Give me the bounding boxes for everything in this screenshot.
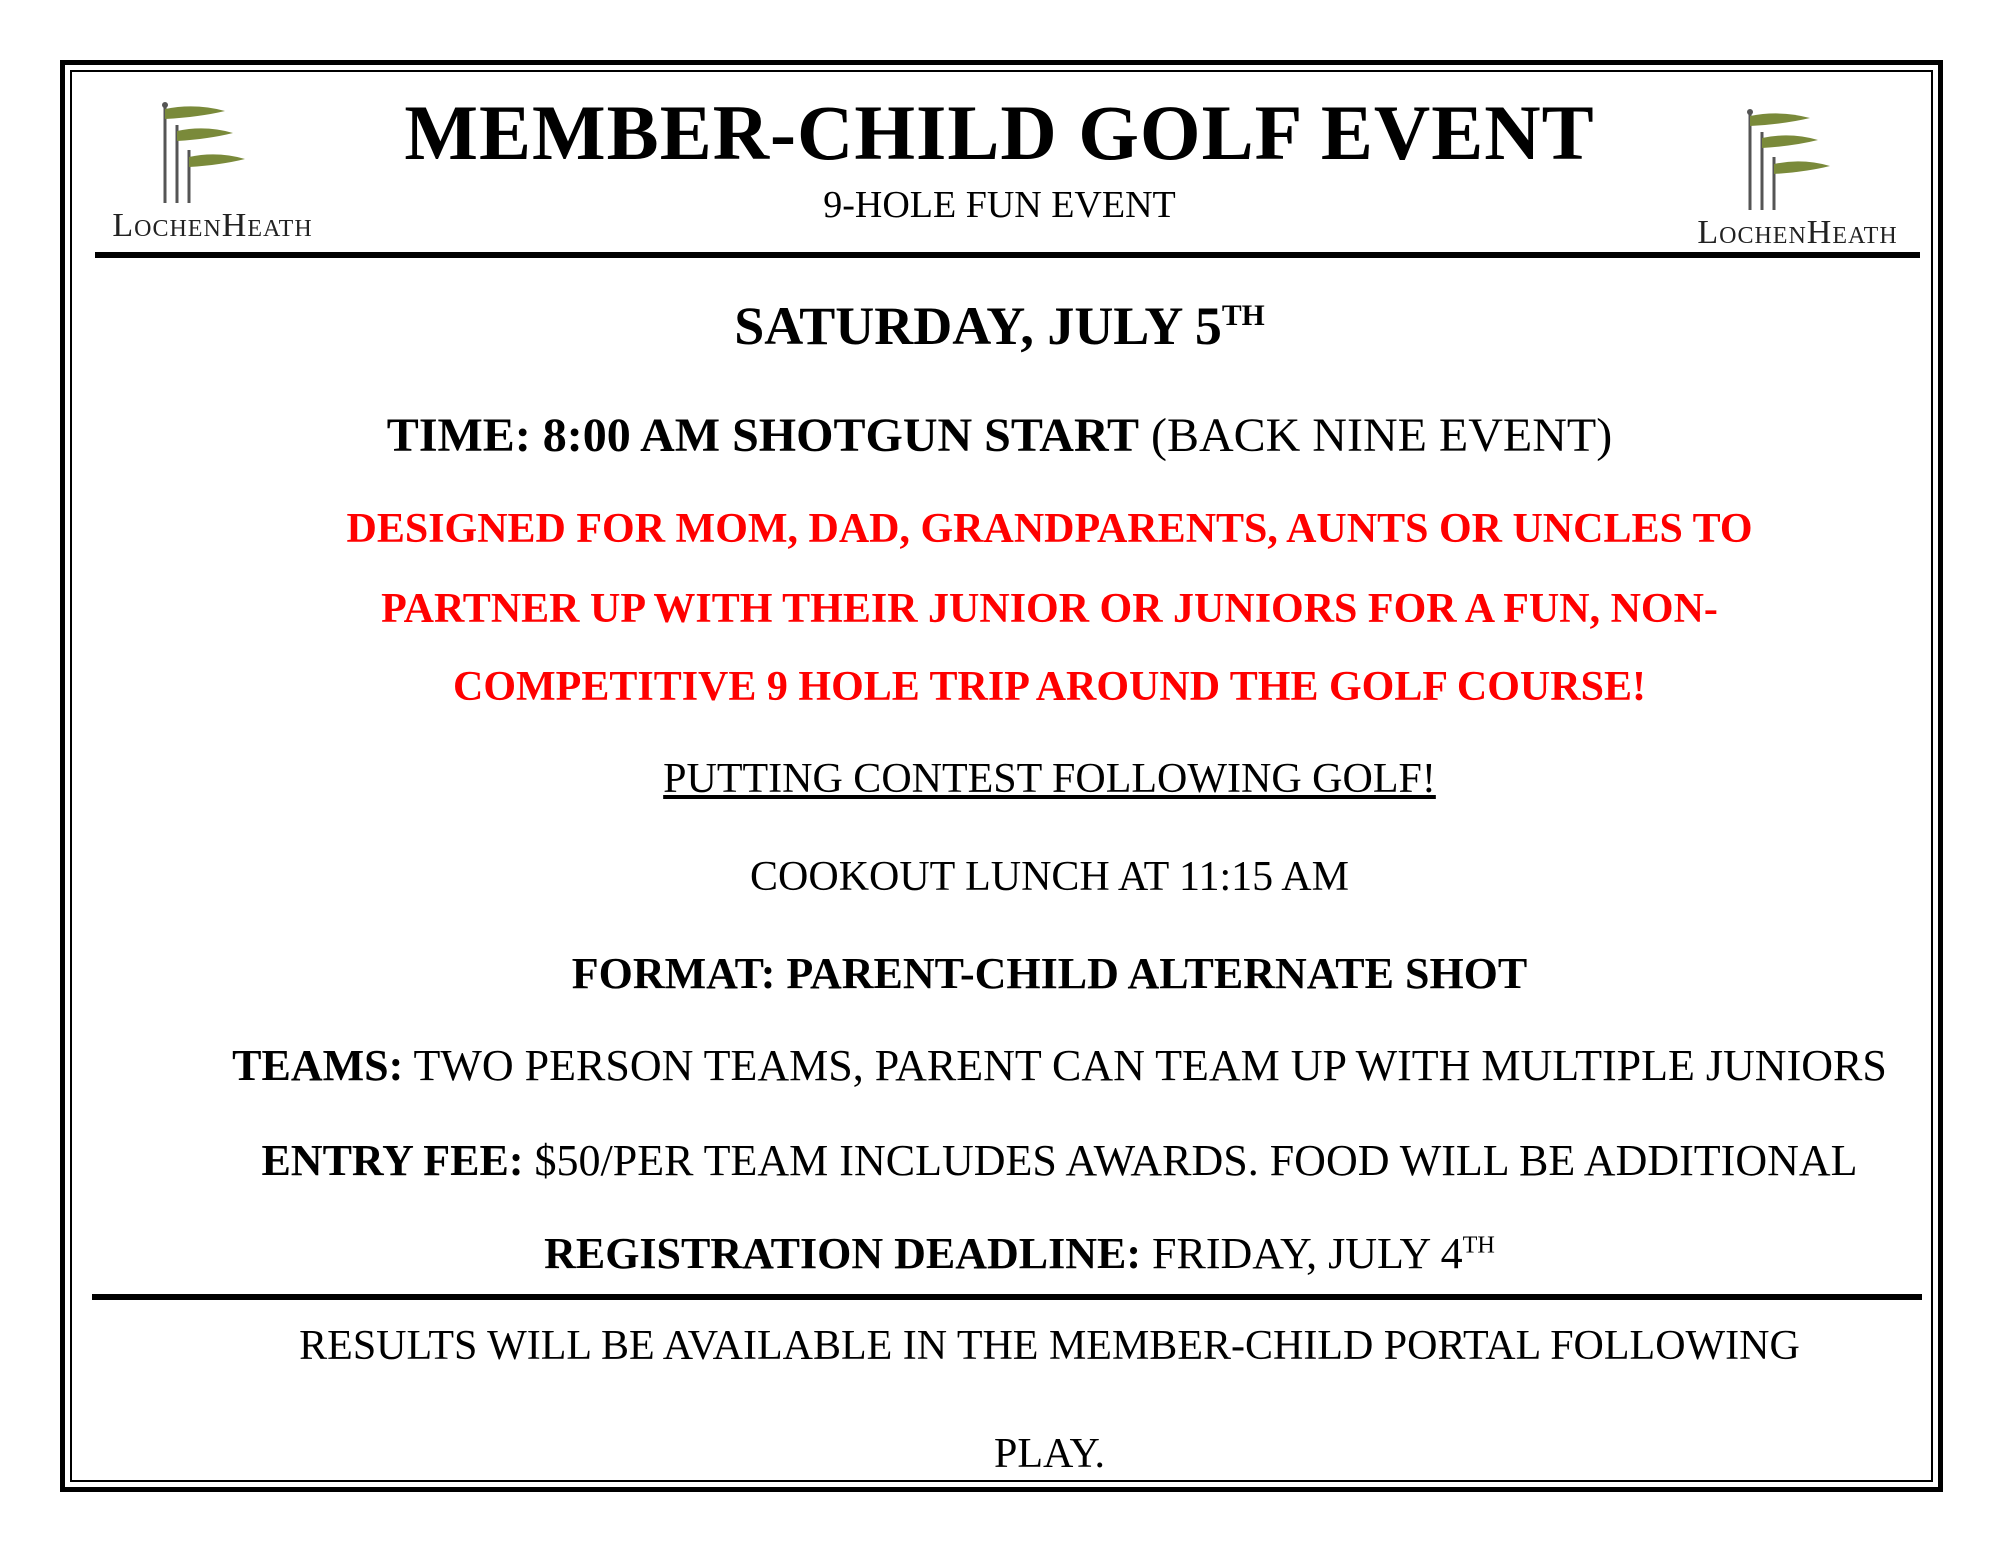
teams-label: TEAMS:: [232, 1041, 404, 1090]
logo-wordmark-right: LochenHeath: [1697, 214, 1898, 251]
event-date-text: SATURDAY, JULY 5: [734, 296, 1222, 356]
results-line-1: RESULTS WILL BE AVAILABLE IN THE MEMBER-CHILD PORTAL FOLLOWING: [299, 1323, 1800, 1369]
teams-info: [60, 1040, 1999, 1091]
results-line-2: PLAY.: [994, 1431, 1105, 1477]
deadline-label: REGISTRATION DEADLINE:: [544, 1229, 1142, 1278]
putting-contest: PUTTING CONTEST FOLLOWING GOLF!: [663, 756, 1436, 802]
deadline-value: FRIDAY, JULY 4: [1141, 1229, 1463, 1278]
event-format: FORMAT: PARENT-CHILD ALTERNATE SHOT: [571, 949, 1528, 998]
entry-fee-label: ENTRY FEE:: [261, 1136, 524, 1185]
event-title: MEMBER-CHILD GOLF EVENT: [404, 89, 1595, 176]
cookout-lunch: COOKOUT LUNCH AT 11:15 AM: [750, 854, 1349, 900]
event-time: [0, 408, 1999, 463]
description-line-3: COMPETITIVE 9 HOLE TRIP AROUND THE GOLF COURSE!: [453, 664, 1646, 710]
event-subtitle: 9-HOLE FUN EVENT: [823, 184, 1176, 226]
event-time-note: (BACK NINE EVENT): [1138, 409, 1613, 462]
teams-value: TWO PERSON TEAMS, PARENT CAN TEAM UP WITH MULTIPLE JUNIORS: [403, 1041, 1887, 1090]
registration-deadline: [20, 1228, 1999, 1279]
deadline-suffix: TH: [1462, 1231, 1495, 1259]
header-divider: [95, 252, 1920, 258]
description-line-1: DESIGNED FOR MOM, DAD, GRANDPARENTS, AUNTS OR UNCLES TO: [346, 506, 1753, 552]
event-date: [0, 295, 1999, 357]
entry-fee-value: $50/PER TEAM INCLUDES AWARDS. FOOD WILL BE ADDITIONAL: [523, 1136, 1858, 1185]
event-time-label: TIME: 8:00 AM SHOTGUN START: [386, 409, 1139, 462]
logo-wordmark-left: LochenHeath: [112, 207, 313, 244]
event-date-suffix: TH: [1221, 300, 1265, 332]
entry-fee: [60, 1135, 1999, 1186]
description-line-2: PARTNER UP WITH THEIR JUNIOR OR JUNIORS FOR A FUN, NON-: [381, 586, 1718, 632]
footer-divider: [92, 1294, 1922, 1300]
